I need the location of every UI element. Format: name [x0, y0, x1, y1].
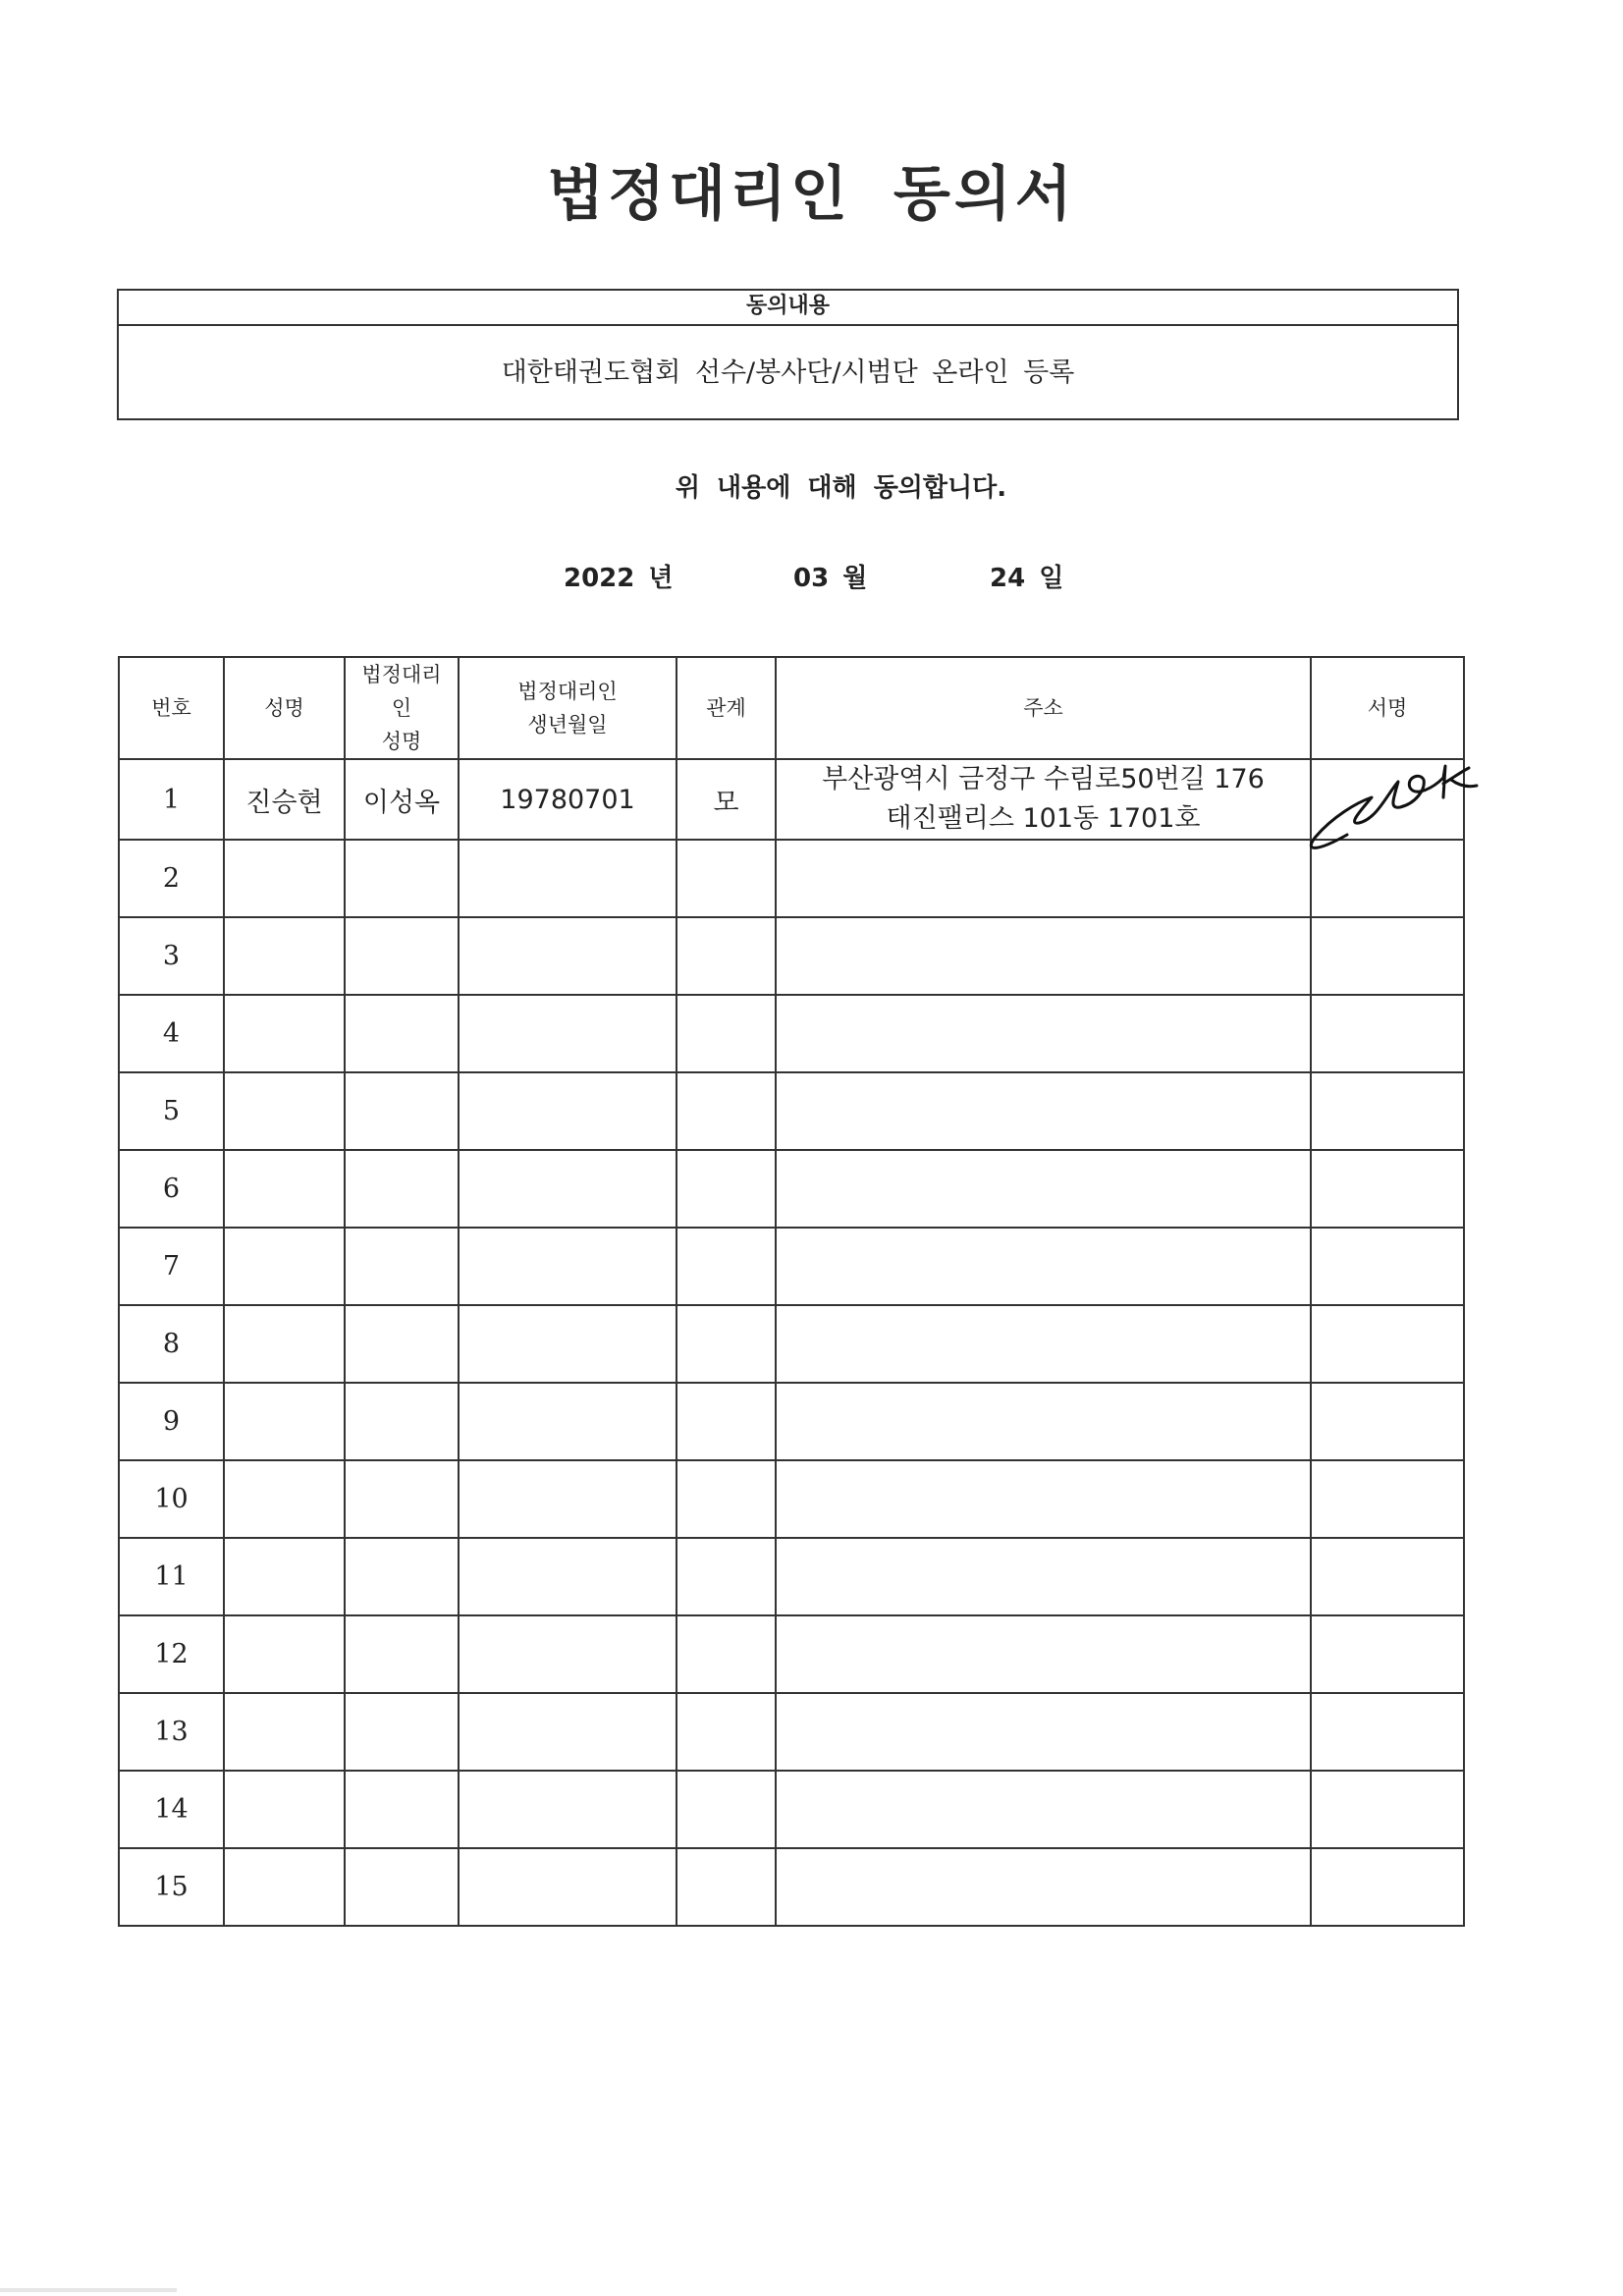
row-no: 15: [119, 1848, 224, 1926]
document-title: 법정대리인 동의서: [547, 160, 1076, 229]
date-month-value: 03: [793, 564, 830, 593]
row-no: 6: [119, 1150, 224, 1228]
row-no: 12: [119, 1615, 224, 1693]
header-signature: 서명: [1311, 657, 1464, 759]
table-row: [119, 1305, 1464, 1383]
agreement-text: 위 내용에 대해 동의합니다.: [675, 473, 1007, 503]
row-name: [224, 1538, 345, 1615]
row-guardian-name: [345, 1848, 459, 1926]
date-year-value: 2022: [564, 564, 635, 593]
row-no: 3: [119, 917, 224, 995]
row-no: 2: [119, 840, 224, 917]
row-relation: [676, 1150, 776, 1228]
date-year: [564, 558, 674, 594]
row-no: 4: [119, 995, 224, 1072]
row-address: [776, 995, 1311, 1072]
table-body: [119, 759, 1464, 1926]
row-signature: [1311, 1538, 1464, 1615]
row-guardian-name: [345, 1383, 459, 1460]
row-guardian-name: [345, 1615, 459, 1693]
row-name: [224, 1771, 345, 1848]
row-address: [776, 1771, 1311, 1848]
row-relation: [676, 1771, 776, 1848]
table-row: [119, 1538, 1464, 1615]
row-guardian-dob: [459, 1383, 676, 1460]
row-signature: [1311, 1072, 1464, 1150]
row-no: 14: [119, 1771, 224, 1848]
row-address-line1: 부산광역시 금정구 수림로50번길 176: [822, 764, 1265, 794]
table-row: [119, 1693, 1464, 1771]
row-name: [224, 995, 345, 1072]
row-guardian-name: [345, 840, 459, 917]
row-signature: [1311, 995, 1464, 1072]
row-guardian-name: 이성옥: [345, 759, 459, 840]
table-row: [119, 1228, 1464, 1305]
table-row: [119, 840, 1464, 917]
row-no: 10: [119, 1460, 224, 1538]
row-address: [776, 840, 1311, 917]
row-guardian-dob: [459, 1305, 676, 1383]
row-relation: [676, 1228, 776, 1305]
row-name: [224, 1848, 345, 1926]
row-signature: [1311, 1305, 1464, 1383]
row-address: [776, 1615, 1311, 1693]
header-guardian-dob-line1: 법정대리인: [517, 680, 618, 703]
row-relation: [676, 917, 776, 995]
row-no: 8: [119, 1305, 224, 1383]
row-address-line2: 태진팰리스 101동 1701호: [886, 803, 1201, 834]
date-day-unit: 일: [1039, 564, 1064, 593]
row-relation: 모: [676, 759, 776, 840]
row-no: 13: [119, 1693, 224, 1771]
row-relation: [676, 1072, 776, 1150]
row-signature: [1311, 1615, 1464, 1693]
row-name: [224, 1615, 345, 1693]
row-guardian-dob: [459, 840, 676, 917]
header-relation: 관계: [676, 657, 776, 759]
row-guardian-name: [345, 1771, 459, 1848]
header-guardian-name-line2: 인: [391, 696, 412, 720]
row-signature: [1311, 1150, 1464, 1228]
row-relation: [676, 840, 776, 917]
row-signature: [1311, 1383, 1464, 1460]
row-address: [776, 1693, 1311, 1771]
table-row: [119, 995, 1464, 1072]
row-address: [776, 1383, 1311, 1460]
header-address: 주소: [776, 657, 1311, 759]
row-signature: [1311, 1848, 1464, 1926]
row-name: [224, 1072, 345, 1150]
date-day: [990, 558, 1063, 594]
table-row: [119, 1771, 1464, 1848]
row-no: 11: [119, 1538, 224, 1615]
row-guardian-name: [345, 1150, 459, 1228]
date-month: [793, 558, 867, 594]
row-guardian-dob: [459, 1848, 676, 1926]
row-address: [776, 1072, 1311, 1150]
row-guardian-dob: 19780701: [459, 759, 676, 840]
row-no: 9: [119, 1383, 224, 1460]
header-guardian-name: [345, 657, 459, 759]
header-guardian-name-line1: 법정대리: [361, 663, 442, 686]
date-month-unit: 월: [842, 564, 868, 593]
row-guardian-dob: [459, 1460, 676, 1538]
table-row: [119, 1383, 1464, 1460]
row-guardian-dob: [459, 917, 676, 995]
row-relation: [676, 1615, 776, 1693]
row-relation: [676, 995, 776, 1072]
scan-edge-mark: [0, 2288, 177, 2292]
table-row: [119, 1615, 1464, 1693]
row-guardian-dob: [459, 1771, 676, 1848]
header-guardian-name-line3: 성명: [381, 730, 422, 753]
consent-box: [117, 289, 1459, 420]
row-guardian-dob: [459, 1538, 676, 1615]
row-name: 진승현: [224, 759, 345, 840]
header-guardian-dob-line2: 생년월일: [527, 713, 608, 737]
row-address: [776, 917, 1311, 995]
signature-icon: [1278, 758, 1504, 856]
header-name: 성명: [224, 657, 345, 759]
header-no: 번호: [119, 657, 224, 759]
row-signature: [1311, 759, 1464, 840]
table-row: [119, 1848, 1464, 1926]
row-no: 7: [119, 1228, 224, 1305]
row-name: [224, 1693, 345, 1771]
row-guardian-name: [345, 1460, 459, 1538]
row-address: [776, 1538, 1311, 1615]
table-row: [119, 1072, 1464, 1150]
row-name: [224, 1305, 345, 1383]
table-row: [119, 1460, 1464, 1538]
row-signature: [1311, 917, 1464, 995]
row-relation: [676, 1848, 776, 1926]
row-relation: [676, 1460, 776, 1538]
row-signature: [1311, 1460, 1464, 1538]
row-guardian-name: [345, 1305, 459, 1383]
table-row: [119, 759, 1464, 840]
row-name: [224, 1150, 345, 1228]
row-guardian-name: [345, 1228, 459, 1305]
row-guardian-name: [345, 995, 459, 1072]
row-signature: [1311, 1771, 1464, 1848]
row-address: [776, 1228, 1311, 1305]
guardian-table: [118, 656, 1465, 1927]
row-guardian-name: [345, 917, 459, 995]
row-guardian-dob: [459, 1150, 676, 1228]
row-signature: [1311, 1228, 1464, 1305]
consent-body: 대한태권도협회 선수/봉사단/시범단 온라인 등록: [501, 357, 1075, 388]
row-address: [776, 1150, 1311, 1228]
row-address: [776, 1305, 1311, 1383]
row-address: [776, 1460, 1311, 1538]
row-guardian-dob: [459, 1228, 676, 1305]
row-guardian-dob: [459, 1072, 676, 1150]
row-signature: [1311, 1693, 1464, 1771]
table-row: [119, 917, 1464, 995]
row-name: [224, 840, 345, 917]
row-name: [224, 1228, 345, 1305]
row-no: 1: [119, 759, 224, 840]
row-name: [224, 1383, 345, 1460]
header-guardian-dob: [459, 657, 676, 759]
row-relation: [676, 1383, 776, 1460]
row-name: [224, 1460, 345, 1538]
row-guardian-dob: [459, 1615, 676, 1693]
row-no: 5: [119, 1072, 224, 1150]
row-guardian-dob: [459, 995, 676, 1072]
row-guardian-name: [345, 1538, 459, 1615]
row-relation: [676, 1538, 776, 1615]
row-guardian-name: [345, 1693, 459, 1771]
row-guardian-dob: [459, 1693, 676, 1771]
date-day-value: 24: [990, 564, 1026, 593]
row-name: [224, 917, 345, 995]
table-row: [119, 1150, 1464, 1228]
table-header-row: [119, 657, 1464, 759]
date-year-unit: 년: [648, 564, 674, 593]
row-address: [776, 759, 1311, 840]
row-relation: [676, 1305, 776, 1383]
consent-header: 동의내용: [119, 291, 1457, 326]
row-relation: [676, 1693, 776, 1771]
row-guardian-name: [345, 1072, 459, 1150]
row-address: [776, 1848, 1311, 1926]
